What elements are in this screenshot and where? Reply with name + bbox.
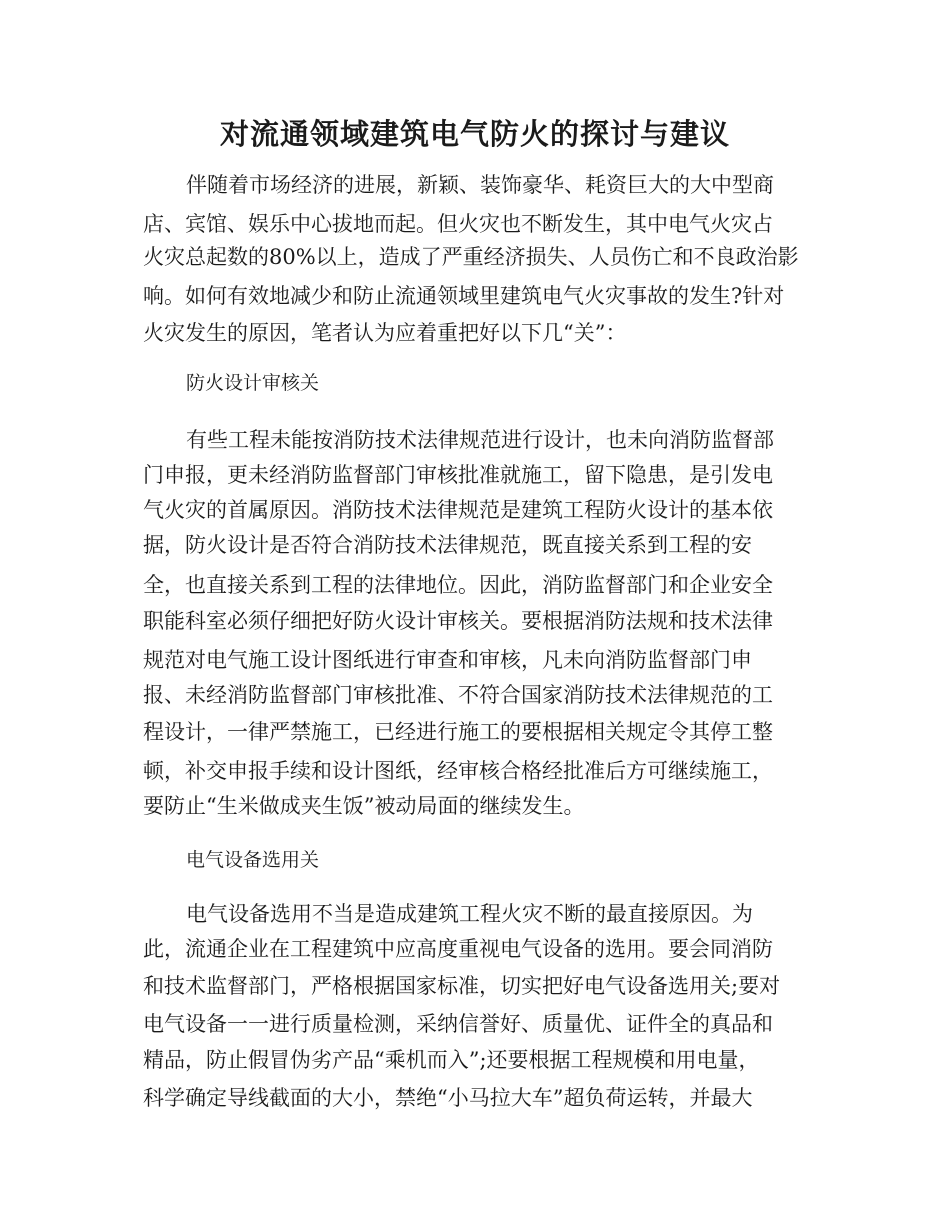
paragraph-line: 规范对电气施工设计图纸进行审查和审核，凡未向消防监督部门申 [143, 648, 752, 672]
paragraph-line: 要防止“生米做成夹生饭”被动局面的继续发生。 [143, 794, 585, 818]
section-heading: 防火设计审核关 [186, 372, 320, 394]
paragraph-line: 气火灾的首属原因。消防技术法律规范是建筑工程防火设计的基本依 [143, 498, 773, 522]
paragraph-line: 据，防火设计是否符合消防技术法律规范，既直接关系到工程的安 [143, 533, 752, 557]
paragraph-line: 此，流通企业在工程建筑中应高度重视电气设备的选用。要会同消防 [143, 937, 773, 961]
paragraph-line: 火灾发生的原因，笔者认为应着重把好以下几“关”： [143, 321, 627, 345]
paragraph-line: 火灾总起数的80%以上，造成了严重经济损失、人员伤亡和不良政治影 [143, 245, 799, 269]
document-title: 对流通领域建筑电气防火的探讨与建议 [219, 117, 730, 151]
paragraph-line: 精品，防止假冒伪劣产品“乘机而入”;还要根据工程规模和用电量， [143, 1048, 760, 1072]
paragraph-line: 电气设备一一进行质量检测，采纳信誉好、质量优、证件全的真品和 [143, 1012, 773, 1036]
paragraph-line: 全，也直接关系到工程的法律地位。因此，消防监督部门和企业安全 [143, 573, 773, 597]
paragraph-line: 和技术监督部门，严格根据国家标准，切实把好电气设备选用关;要对 [143, 974, 781, 998]
paragraph-line: 程设计，一律严禁施工，已经进行施工的要根据相关规定令其停工整 [143, 720, 773, 744]
paragraph-line: 响。如何有效地减少和防止流通领域里建筑电气火灾事故的发生?针对 [143, 284, 785, 308]
paragraph-line: 店、宾馆、娱乐中心拔地而起。但火灾也不断发生，其中电气火灾占 [143, 212, 773, 236]
paragraph-line: 顿，补交申报手续和设计图纸，经审核合格经批准后方可继续施工， [143, 759, 773, 783]
paragraph-line: 伴随着市场经济的进展，新颖、装饰豪华、耗资巨大的大中型商 [186, 173, 774, 197]
paragraph-line: 职能科室必须仔细把好防火设计审核关。要根据消防法规和技术法律 [143, 609, 773, 633]
paragraph-line: 科学确定导线截面的大小，禁绝“小马拉大车”超负荷运转，并最大 [143, 1086, 753, 1110]
paragraph-line: 报、未经消防监督部门审核批准、不符合国家消防技术法律规范的工 [143, 683, 773, 707]
paragraph-line: 门申报，更未经消防监督部门审核批准就施工，留下隐患，是引发电 [143, 463, 773, 487]
section-heading: 电气设备选用关 [186, 849, 320, 871]
paragraph-line: 有些工程未能按消防技术法律规范进行设计，也未向消防监督部 [186, 428, 774, 452]
paragraph-line: 电气设备选用不当是造成建筑工程火灾不断的最直接原因。为 [186, 902, 753, 926]
